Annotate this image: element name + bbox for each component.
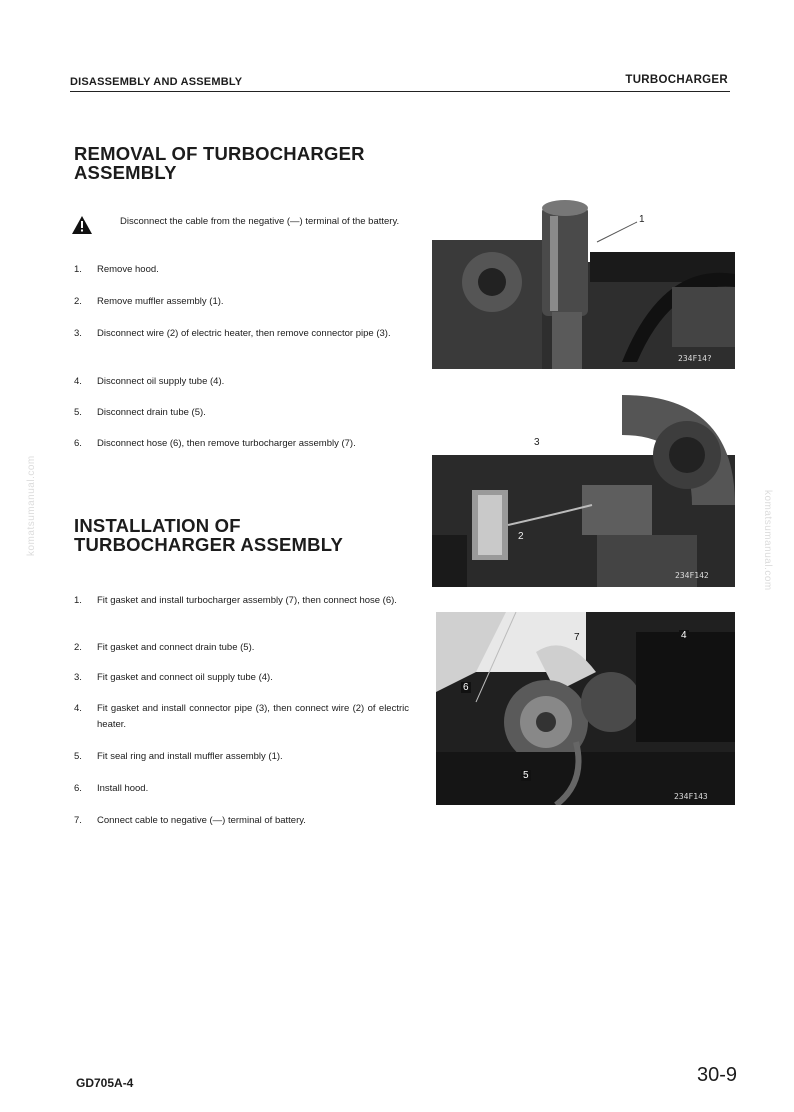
- photo-code: 234F142: [675, 571, 709, 580]
- watermark-right: komatsumanual.com: [762, 490, 773, 591]
- step-number: 2.: [74, 296, 82, 307]
- step-text: Install hood.: [97, 783, 149, 794]
- callout-label: 4: [681, 630, 687, 641]
- photo-code: 234F143: [674, 792, 708, 801]
- warning-text: Disconnect the cable from the negative (—) terminal of the battery.: [120, 216, 400, 227]
- step-number: 1.: [74, 595, 82, 606]
- installation-title-line2: TURBOCHARGER ASSEMBLY: [74, 534, 344, 555]
- installation-title-line1: INSTALLATION OF: [74, 515, 241, 536]
- header-section: DISASSEMBLY AND ASSEMBLY: [70, 76, 243, 88]
- photo-connector-pipe: [432, 395, 735, 587]
- photo-turbocharger: [436, 612, 735, 805]
- page-number: 30-9: [697, 1064, 738, 1086]
- step-text: Fit gasket and install connector pipe (3), then connect wire (2) of electric heater.: [97, 703, 409, 730]
- installation-title: [74, 516, 394, 554]
- step-text: Remove hood.: [97, 264, 159, 275]
- callout-label: 6: [463, 682, 469, 693]
- step-text: Disconnect wire (2) of electric heater, then remove connector pipe (3).: [97, 328, 391, 339]
- step-number: 6.: [74, 783, 82, 794]
- callout-label: 5: [523, 770, 529, 781]
- warning-icon: [72, 216, 92, 234]
- callout-label: 3: [534, 437, 540, 448]
- step-number: 3.: [74, 328, 82, 339]
- step-number: 4.: [74, 703, 82, 714]
- step-text: Connect cable to negative (—) terminal of battery.: [97, 815, 306, 826]
- photo-code: 234F14?: [678, 354, 712, 363]
- step-text: Disconnect oil supply tube (4).: [97, 376, 225, 387]
- header-rule: [70, 91, 730, 92]
- step-number: 7.: [74, 815, 82, 826]
- header-topic: TURBOCHARGER: [625, 74, 728, 86]
- step-number: 3.: [74, 672, 82, 683]
- step-text: Fit gasket and connect oil supply tube (4).: [97, 672, 273, 683]
- step-number: 6.: [74, 438, 82, 449]
- removal-title-line2: ASSEMBLY: [74, 162, 177, 183]
- callout-label: 7: [574, 632, 580, 643]
- step-text: Fit seal ring and install muffler assembly (1).: [97, 751, 283, 762]
- step-text: Remove muffler assembly (1).: [97, 296, 224, 307]
- removal-title-line1: REMOVAL OF TURBOCHARGER: [74, 143, 365, 164]
- callout-label: 2: [518, 531, 524, 542]
- footer-model: GD705A-4: [76, 1076, 134, 1090]
- step-number: 5.: [74, 407, 82, 418]
- step-number: 1.: [74, 264, 82, 275]
- step-text: Fit gasket and install turbocharger assembly (7), then connect hose (6).: [97, 595, 397, 606]
- removal-title: [74, 144, 414, 182]
- step-number: 2.: [74, 642, 82, 653]
- step-number: 4.: [74, 376, 82, 387]
- watermark-left: komatsumanual.com: [26, 455, 37, 556]
- step-number: 5.: [74, 751, 82, 762]
- photo-muffler-assembly: [432, 192, 735, 369]
- step-text: Fit gasket and connect drain tube (5).: [97, 642, 255, 653]
- step-text: Disconnect drain tube (5).: [97, 407, 206, 418]
- callout-label: 1: [639, 214, 645, 225]
- step-text: Disconnect hose (6), then remove turbocharger assembly (7).: [97, 438, 356, 449]
